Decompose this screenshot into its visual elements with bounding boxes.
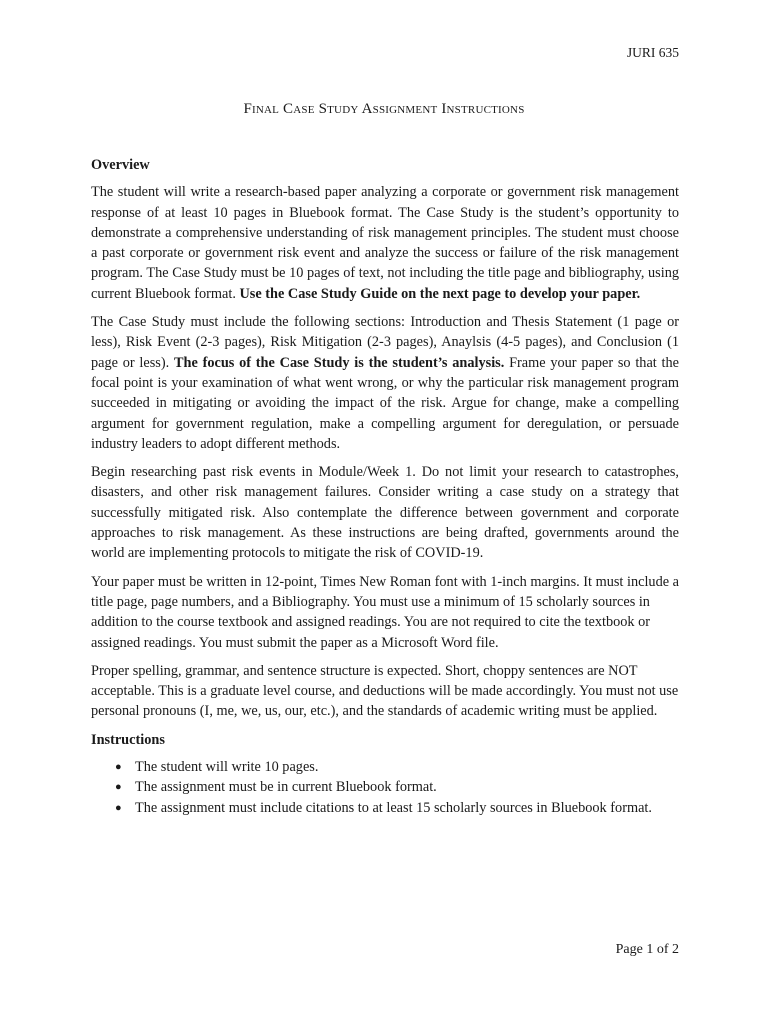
overview-p1-bold: Use the Case Study Guide on the next page to develop your paper. bbox=[239, 285, 641, 302]
list-item-text: The assignment must be in current Bluebook format. bbox=[135, 779, 437, 796]
document-body bbox=[91, 155, 679, 818]
page-number: Page 1 of 2 bbox=[615, 942, 679, 957]
document-title: Final Case Study Assignment Instructions bbox=[243, 101, 525, 117]
overview-paragraph-5: Proper spelling, grammar, and sentence structure is expected. Short, choppy sentences are NOT acceptable. This is a graduate level course, and deductions will be made accordingly. You must not use personal pronouns (I, me, we, us, our, etc.), and the standards of academic writing must be applied. bbox=[91, 662, 679, 720]
list-item-text: The student will write 10 pages. bbox=[135, 759, 319, 776]
overview-paragraph-1 bbox=[91, 182, 679, 304]
list-item bbox=[91, 798, 679, 818]
overview-p2-rest: Frame your paper so that the focal point is your examination of what went wrong, or why the particular risk management program succeeded in mitigating or avoiding the impact of the risk. Argue for change, make a compelling argument for government regulation, make a compelling argument for deregulation, or persuade industry leaders to adopt different methods. bbox=[91, 354, 680, 452]
course-code: JURI 635 bbox=[626, 45, 679, 60]
bullet-icon: ● bbox=[115, 781, 122, 794]
instructions-list bbox=[91, 757, 679, 818]
bullet-icon: ● bbox=[115, 761, 122, 774]
overview-p2-text: The Case Study must include the following sections: Introduction and Thesis Statement (1 page or less), Risk Event (2-3 pages), Risk Mitigation (2-3 pages), Anaylsis (4-5 pages), and Conclusion (1 page or less). bbox=[91, 314, 679, 371]
instructions-heading: Instructions bbox=[91, 731, 165, 748]
overview-p2-bold: The focus of the Case Study is the student’s analysis. bbox=[173, 354, 505, 371]
overview-paragraph-2 bbox=[91, 312, 679, 454]
overview-heading: Overview bbox=[91, 157, 150, 173]
list-item bbox=[91, 777, 679, 797]
list-item-text: The assignment must include citations to at least 15 scholarly sources in Bluebook format. bbox=[135, 799, 652, 816]
overview-paragraph-4: Your paper must be written in 12-point, Times New Roman font with 1-inch margins. It must include a title page, page numbers, and a Bibliography. You must use a minimum of 15 scholarly sources in addition to the course textbook and assigned readings. You are not required to cite the textbook or assigned readings. You must submit the paper as a Microsoft Word file. bbox=[91, 573, 679, 651]
bullet-icon: ● bbox=[115, 801, 122, 814]
overview-paragraph-3: Begin researching past risk events in Module/Week 1. Do not limit your research to catastrophes, disasters, and other risk management failures. Consider writing a case study on a strategy that successfully mitigated risk. Also contemplate the difference between government and corporate approaches to risk management. As these instructions are being drafted, governments around the world are implementing protocols to mitigate the risk of COVID-19. bbox=[91, 464, 679, 562]
list-item bbox=[91, 757, 679, 777]
overview-p1-text: The student will write a research-based paper analyzing a corporate or government risk management response of at least 10 pages in Bluebook format. The Case Study is the student’s opportunity to demonstrate a comprehensive understanding of risk management principles. The student must choose a past corporate or government risk event and analyze the success or failure of the risk management program. The Case Study must be 10 pages of text, not including the title page and bibliography, using current Bluebook format. bbox=[91, 184, 679, 302]
